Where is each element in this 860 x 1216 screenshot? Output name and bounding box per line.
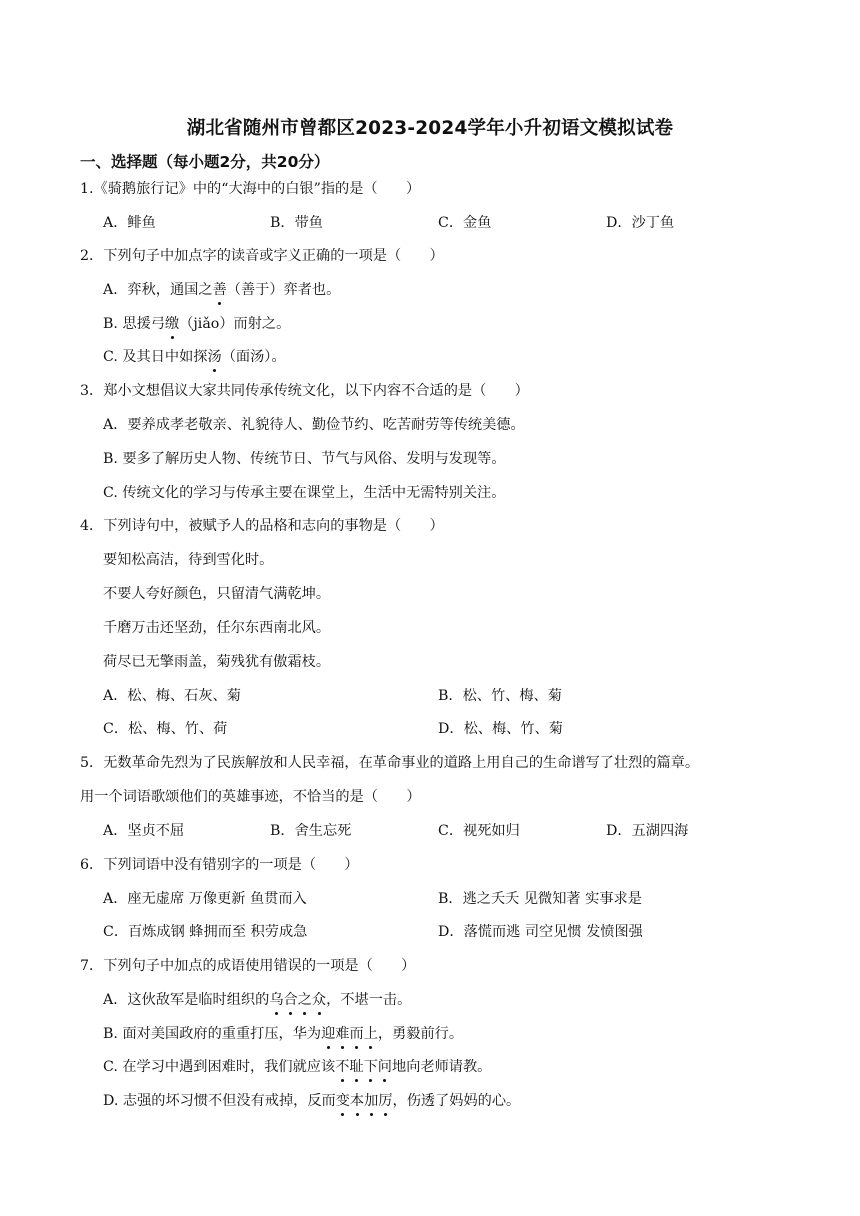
q7-option-c: C. 在学习中遇到困难时，我们就应该不耻下问地向老师请教。	[103, 1059, 492, 1075]
q3-option-a: A．要养成孝老敬亲、礼貌待人、勤俭节约、吃苦耐劳等传统美德。	[103, 417, 525, 433]
dotted-idiom	[269, 992, 326, 1008]
q1-option-c: C．金鱼	[438, 215, 492, 231]
q5-option-b: B．舍生忘死	[270, 823, 352, 839]
q6-option-d: D．落慌而逃 司空见惯 发愤图强	[438, 924, 643, 940]
dotted-idiom	[336, 1093, 393, 1109]
q3-option-b: B. 要多了解历史人物、传统节日、节气与风俗、发明与发现等。	[103, 451, 506, 467]
question-2-stem: 2．下列句子中加点字的读音或字义正确的一项是（ ）	[80, 248, 444, 264]
q4-poem-line-3: 千磨万击还坚劲，任尔东西南北风。	[103, 620, 331, 636]
dotted-char: 善	[212, 282, 227, 298]
question-3-stem: 3．郑小文想倡议大家共同传承传统文化，以下内容不合适的是（ ）	[80, 383, 529, 399]
q1-option-b: B．带鱼	[270, 215, 323, 231]
dotted-char: 加	[364, 1093, 379, 1109]
page-title: 湖北省随州市曾都区2023-2024学年小升初语文模拟试卷	[186, 118, 674, 139]
question-5-stem-line-1: 5．无数革命先烈为了民族解放和人民幸福，在革命事业的道路上用自己的生命谱写了壮烈的篇章。	[80, 755, 700, 771]
q2-option-c: C. 及其日中如探汤（面汤）。	[103, 349, 286, 365]
q4-poem-line-2: 不要人夸好颜色，只留清气满乾坤。	[103, 586, 331, 602]
q5-option-c: C．视死如归	[438, 823, 520, 839]
dotted-char: 迎	[321, 1026, 336, 1042]
q1-option-d: D．沙丁鱼	[606, 215, 675, 231]
question-6-stem: 6．下列词语中没有错别字的一项是（ ）	[80, 857, 359, 873]
dotted-char: 上	[363, 1026, 378, 1042]
q4-poem-line-4: 荷尽已无擎雨盖，菊残犹有傲霜枝。	[103, 654, 331, 670]
dotted-char: 问	[377, 1059, 392, 1075]
dotted-char: 汤	[207, 349, 222, 365]
q1-option-a: A．鲱鱼	[103, 215, 156, 231]
q7-option-a: A．这伙敌军是临时组织的乌合之众，不堪一击。	[103, 992, 412, 1008]
q2-option-b: B. 思援弓缴（jiǎo）而射之。	[103, 316, 291, 332]
dotted-char: 众	[311, 992, 327, 1008]
q3-option-c: C. 传统文化的学习与传承主要在课堂上，生活中无需特别关注。	[103, 485, 506, 501]
dotted-char: 变	[335, 1093, 350, 1109]
q4-option-b: B．松、竹、梅、菊	[438, 688, 562, 704]
q5-option-a: A．坚贞不屈	[103, 823, 185, 839]
dotted-char: 本	[349, 1093, 365, 1109]
question-7-stem: 7．下列句子中加点的成语使用错误的一项是（ ）	[80, 958, 416, 974]
q6-option-a: A．座无虚席 万像更新 鱼贯而入	[103, 891, 307, 907]
question-4-stem: 4．下列诗句中，被赋予人的品格和志向的事物是（ ）	[80, 518, 444, 534]
dotted-char: 合	[283, 992, 298, 1008]
q7-option-d: D. 志强的坏习惯不但没有戒掉，反而变本加厉，伤透了妈妈的心。	[103, 1093, 521, 1109]
dotted-char: 而	[349, 1026, 364, 1042]
q2-option-a: A．弈秋，通国之善（善于）弈者也。	[103, 282, 341, 298]
dotted-char: 厉	[378, 1093, 393, 1109]
question-1-stem: 1.《骑鹅旅行记》中的“大海中的白银”指的是（ ）	[80, 181, 421, 197]
question-5-stem-line-2: 用一个词语歌颂他们的英雄事迹，不恰当的是（ ）	[80, 789, 421, 805]
dotted-char: 之	[297, 992, 312, 1008]
dotted-char: 缴	[165, 316, 180, 332]
q6-option-b: B．逃之夭夭 见微知著 实事求是	[438, 891, 642, 907]
q5-option-d: D．五湖四海	[606, 823, 689, 839]
q7-option-b: B. 面对美国政府的重重打压，华为迎难而上，勇毅前行。	[103, 1026, 464, 1042]
dotted-idiom	[335, 1059, 392, 1075]
dotted-idiom	[321, 1026, 378, 1042]
dotted-char: 乌	[269, 992, 284, 1008]
q4-poem-line-1: 要知松高洁，待到雪化时。	[103, 552, 274, 568]
dotted-char: 不	[335, 1059, 350, 1075]
dotted-char: 耻	[349, 1059, 364, 1075]
q6-option-c: C．百炼成钢 蜂拥而至 积劳成急	[103, 924, 308, 940]
dotted-char: 难	[335, 1026, 350, 1042]
dotted-char: 下	[363, 1059, 378, 1075]
q4-option-d: D．松、梅、竹、菊	[438, 721, 563, 737]
q4-option-c: C．松、梅、竹、荷	[103, 721, 228, 737]
section-heading: 一、选择题（每小题2分，共20分）	[80, 153, 330, 171]
q4-option-a: A．松、梅、石灰、菊	[103, 688, 241, 704]
